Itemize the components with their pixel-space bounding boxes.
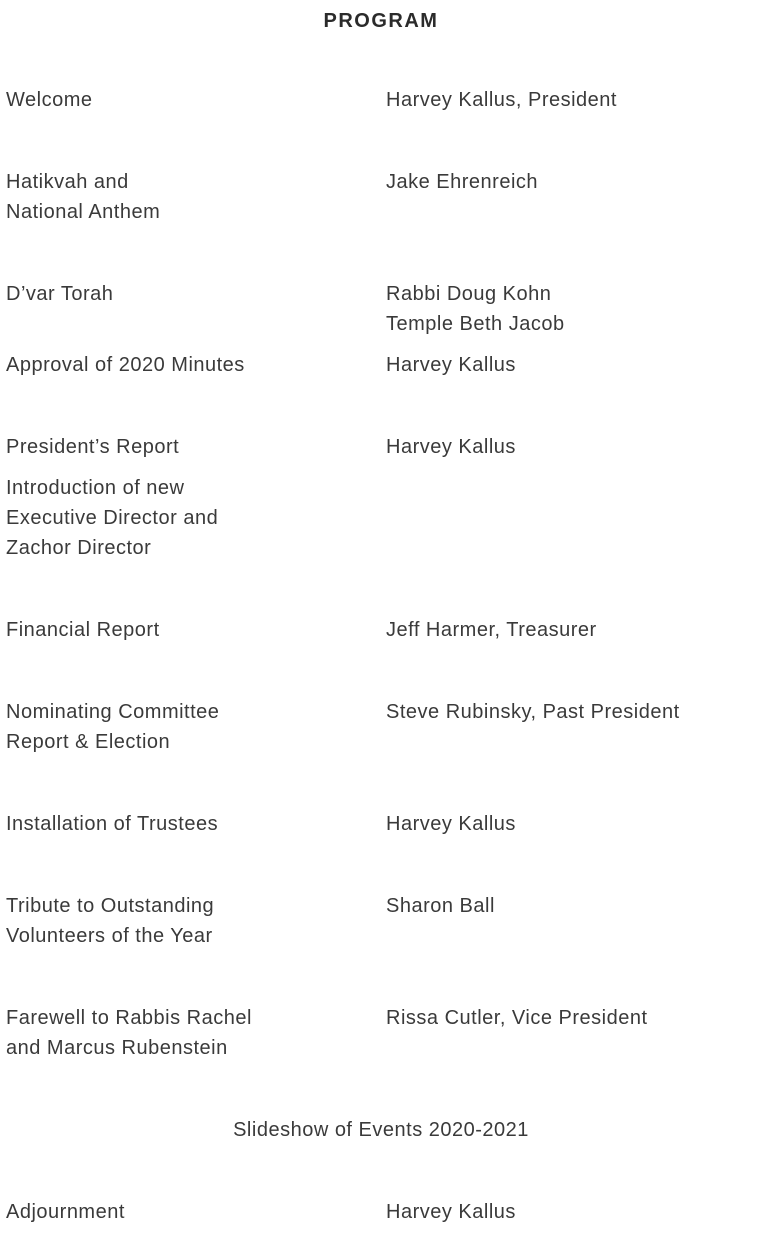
- presenter-line: Harvey Kallus: [386, 813, 516, 835]
- presenter-line: Sharon Ball: [386, 895, 495, 917]
- agenda-item-line: Welcome: [6, 89, 93, 111]
- agenda-item: [6, 615, 386, 645]
- presenter-line: Rissa Cutler, Vice President: [386, 1007, 648, 1029]
- agenda-item: [6, 891, 386, 951]
- agenda-item: [6, 1003, 386, 1063]
- agenda-item-line: Financial Report: [6, 619, 160, 641]
- presenter-line: Harvey Kallus: [386, 436, 516, 458]
- presenter: [386, 432, 762, 462]
- agenda-item-line: Zachor Director: [6, 537, 152, 559]
- agenda-item: [6, 85, 386, 115]
- presenter-line: Jake Ehrenreich: [386, 171, 539, 193]
- presenter: [386, 809, 762, 839]
- program-row: [0, 1003, 762, 1063]
- presenter-line: Jeff Harmer, Treasurer: [386, 619, 597, 641]
- agenda-item: [6, 1197, 386, 1227]
- agenda-item: [6, 473, 386, 563]
- program-row: [0, 167, 762, 227]
- agenda-item-line: Farewell to Rabbis Rachel: [6, 1007, 252, 1029]
- agenda-item: [6, 167, 386, 227]
- presenter-line: Harvey Kallus: [386, 354, 516, 376]
- presenter: [386, 697, 762, 757]
- agenda-item-line: Approval of 2020 Minutes: [6, 354, 245, 376]
- slideshow-line: Slideshow of Events 2020-2021: [233, 1119, 529, 1141]
- program-row: [0, 432, 762, 462]
- program-row: [0, 473, 762, 563]
- presenter: [386, 279, 762, 339]
- program-rows: [0, 85, 762, 1227]
- agenda-item-line: President’s Report: [6, 436, 180, 458]
- presenter: [386, 167, 762, 227]
- agenda-item-line: and Marcus Rubenstein: [6, 1037, 228, 1059]
- program-row: [0, 279, 762, 339]
- presenter: [386, 615, 762, 645]
- agenda-item-line: Volunteers of the Year: [6, 925, 213, 947]
- presenter: [386, 1003, 762, 1063]
- centered-program-line: [0, 1115, 762, 1145]
- presenter-line: Temple Beth Jacob: [386, 313, 565, 335]
- program-row: [0, 350, 762, 380]
- presenter: [386, 350, 762, 380]
- agenda-item-line: Installation of Trustees: [6, 813, 219, 835]
- program-row: [0, 85, 762, 115]
- program-row: [0, 697, 762, 757]
- program-row: [0, 809, 762, 839]
- presenter-line: Harvey Kallus: [386, 1201, 516, 1223]
- presenter-line: Rabbi Doug Kohn: [386, 283, 552, 305]
- agenda-item-line: Nominating Committee: [6, 701, 220, 723]
- presenter: [386, 891, 762, 951]
- agenda-item-line: National Anthem: [6, 201, 161, 223]
- agenda-item: [6, 279, 386, 339]
- agenda-item-line: Tribute to Outstanding: [6, 895, 215, 917]
- agenda-item-line: Executive Director and: [6, 507, 219, 529]
- agenda-item: [6, 350, 386, 380]
- agenda-item: [6, 432, 386, 462]
- agenda-item: [6, 697, 386, 757]
- program-row: [0, 1197, 762, 1227]
- presenter: [386, 1197, 762, 1227]
- agenda-item-line: Introduction of new: [6, 477, 185, 499]
- agenda-item-line: D’var Torah: [6, 283, 114, 305]
- agenda-item-line: Report & Election: [6, 731, 171, 753]
- agenda-item: [6, 809, 386, 839]
- presenter-line: Harvey Kallus, President: [386, 89, 617, 111]
- presenter: [386, 85, 762, 115]
- presenter: [386, 473, 762, 563]
- program-row: [0, 891, 762, 951]
- agenda-item-line: Adjournment: [6, 1201, 125, 1223]
- agenda-item-line: Hatikvah and: [6, 171, 129, 193]
- page-title: PROGRAM: [323, 10, 439, 32]
- program-row: [0, 615, 762, 645]
- presenter-line: Steve Rubinsky, Past President: [386, 701, 680, 723]
